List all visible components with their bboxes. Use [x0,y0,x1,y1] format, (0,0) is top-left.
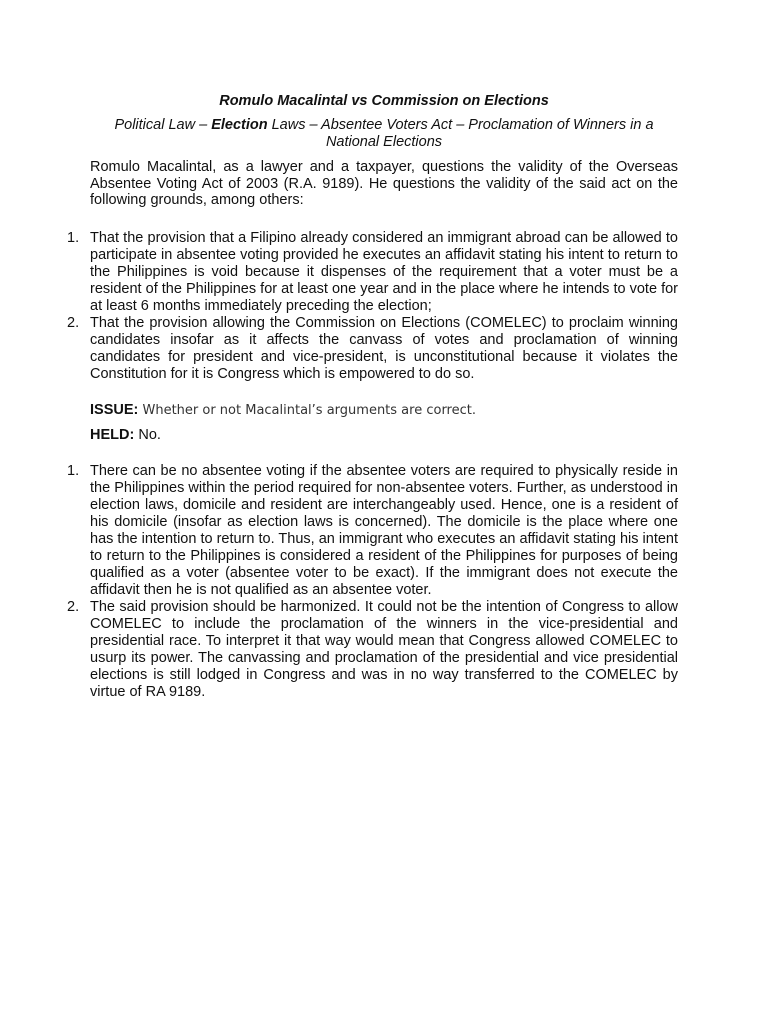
list-item [0,315,678,383]
list-item-text: There can be no absentee voting if the absentee voters are required to physically reside in the Philippines within the period required for non-absentee voters. Further, as understood in election laws, domicile and resident are interchangeably used. Hence, one is a resident of his domicile (insofar as election laws is concerned). The domicile is the place where one has the intention to return to. Thus, an immigrant who executes an affidavit stating his intent to return to the Philippines is considered a resident of the Philippines for purposes of being qualified as a voter (absentee voter to be exact). If the immigrant does not execute the affidavit then he is not qualified as an absentee voter. [90,463,678,598]
issue-label: ISSUE: [90,402,139,418]
subtitle-part1: Political Law – [114,117,212,133]
list-number: 1. [67,230,80,246]
list-item [0,463,678,599]
document-subtitle [110,117,658,151]
list-item-text: The said provision should be harmonized. It could not be the intention of Congress to allow COMELEC to include the proclamation of the winners in the vice-presidential and presidential race. To interpret it that way would mean that Congress allowed COMELEC to usurp its power. The canvassing and proclamation of the presidential and vice presidential elections is still lodged in Congress and was in no way transferred to the COMELEC by virtue of RA 9189. [90,599,678,700]
list-item-text: That the provision allowing the Commission on Elections (COMELEC) to proclaim winning candidates insofar as it affects the canvass of votes and proclamation of winning candidates for president and vice-president, is unconstitutional because it violates the Constitution for it is Congress which is empowered to do so. [90,315,678,382]
grounds-list [0,230,768,383]
held-label: HELD: [90,427,135,443]
list-item [0,599,678,701]
rulings-list [0,463,768,701]
list-number: 1. [67,463,80,479]
issue-line [90,402,476,419]
intro-paragraph: Romulo Macalintal, as a lawyer and a taxpayer, questions the validity of the Overseas Absentee Voting Act of 2003 (R.A. 9189). He questions the validity of the said act on the following grounds, among others: [90,159,678,208]
list-item [0,230,678,315]
subtitle-bold: Election [211,117,268,133]
document-title: Romulo Macalintal vs Commission on Elections [219,93,549,109]
issue-text: Whether or not Macalintal’s arguments are correct. [138,403,476,418]
held-line [90,427,161,444]
subtitle-part2: Laws – Absentee Voters Act – Proclamation of Winners in a National Elections [267,117,654,150]
list-item-text: That the provision that a Filipino already considered an immigrant abroad can be allowed to participate in absentee voting provided he executes an affidavit stating his intent to return to the Philippines is void because it dispenses of the requirement that a voter must be a resident of the Philippines for at least one year and in the place where he intends to vote for at least 6 months immediately preceding the election; [90,230,678,314]
held-text: No. [134,427,161,443]
list-number: 2. [67,599,80,615]
list-number: 2. [67,315,80,331]
